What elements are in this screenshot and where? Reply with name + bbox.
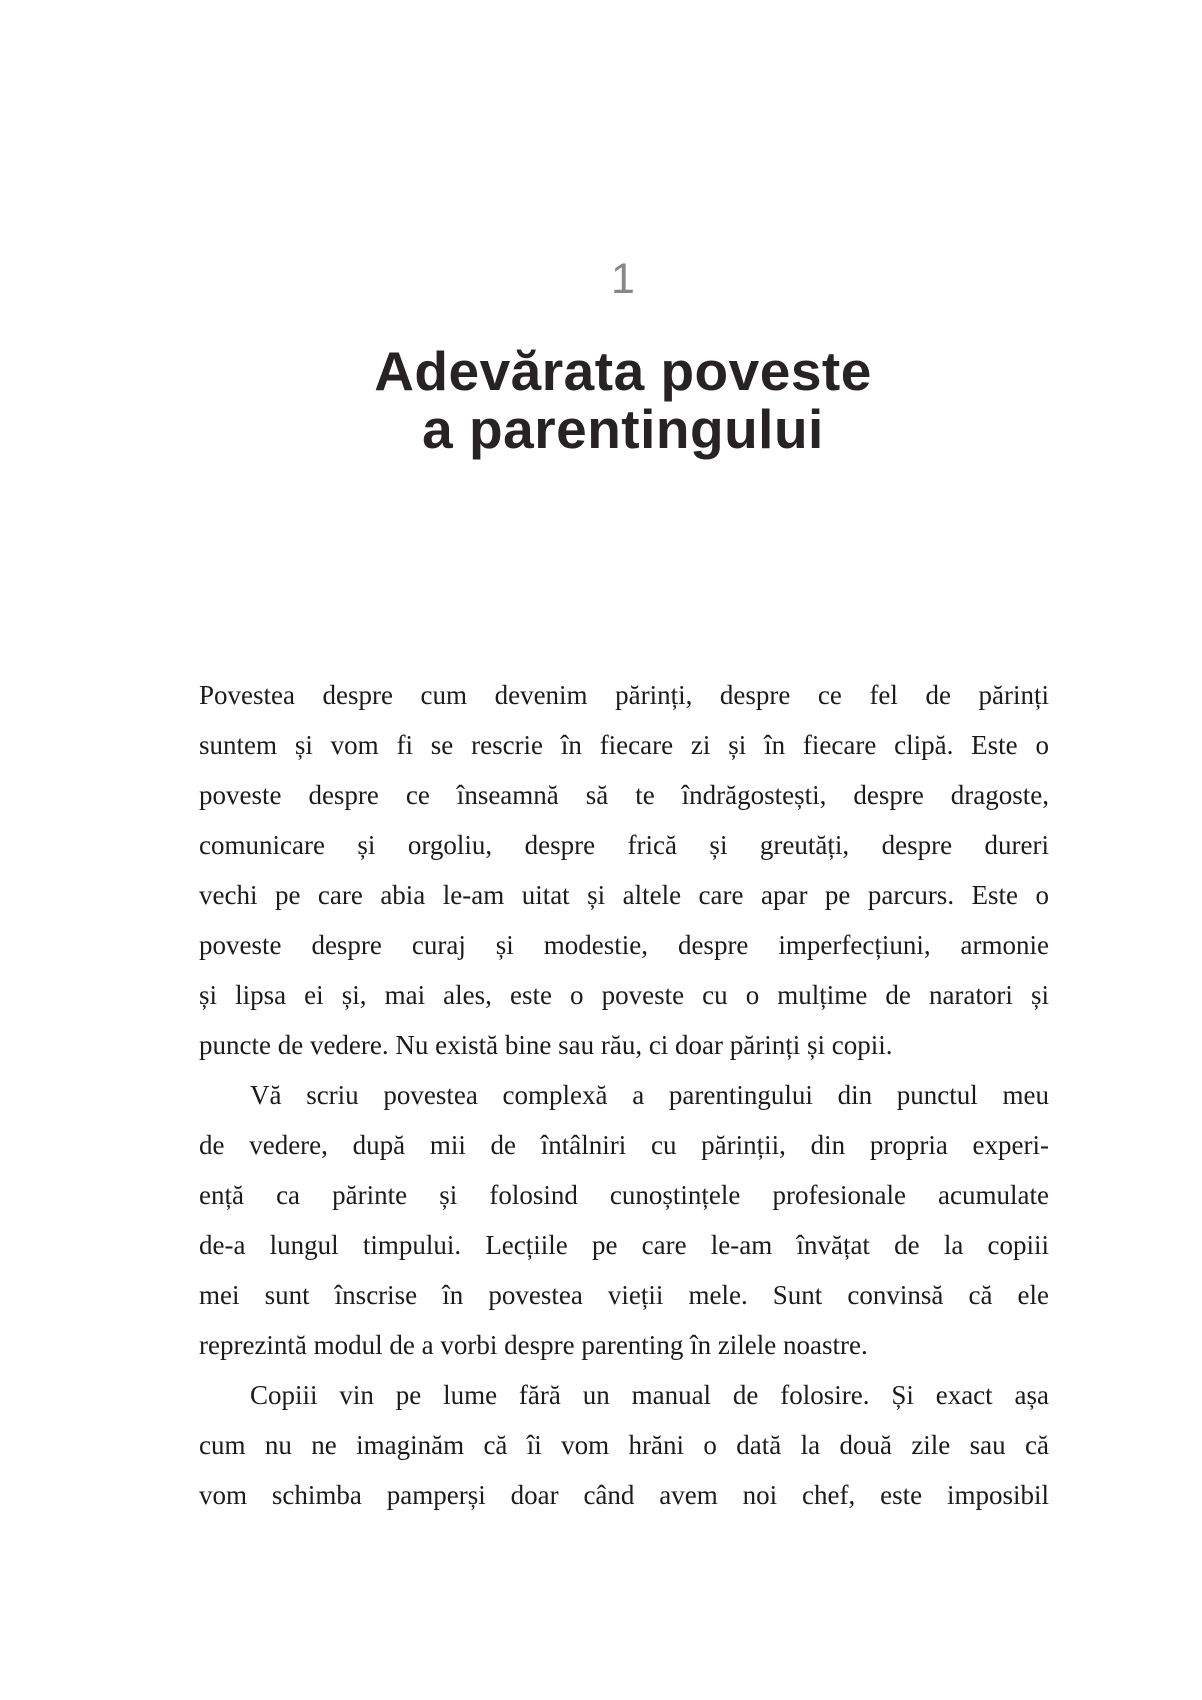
- text-line: și lipsa ei și, mai ales, este o poveste cu o mulțime de naratori și: [199, 980, 1049, 1010]
- text-line: poveste despre ce înseamnă să te îndrăgostești, despre dragoste,: [199, 780, 1049, 810]
- text-line: ență ca părinte și folosind cunoștințele profesionale acumulate: [199, 1180, 1049, 1210]
- text-line: comunicare și orgoliu, despre frică și greutăți, despre dureri: [199, 830, 1049, 860]
- paragraph: [199, 1070, 1049, 1370]
- chapter-number: 1: [611, 255, 635, 303]
- chapter-title-line-1: Adevărata poveste: [374, 340, 872, 402]
- text-line: Povestea despre cum devenim părinți, despre ce fel de părinți: [199, 680, 1049, 710]
- chapter-body: [199, 670, 1049, 1520]
- text-line: poveste despre curaj și modestie, despre imperfecțiuni, armonie: [199, 930, 1049, 960]
- paragraph: [199, 1370, 1049, 1520]
- chapter-title: [44, 342, 1202, 458]
- text-line: reprezintă modul de a vorbi despre parenting în zilele noastre.: [199, 1330, 868, 1360]
- text-line: de vedere, după mii de întâlniri cu părinții, din propria experi-: [199, 1130, 1049, 1160]
- paragraph: [199, 670, 1049, 1070]
- text-line: Vă scriu povestea complexă a parentingului din punctul meu: [250, 1080, 1049, 1110]
- text-line: puncte de vedere. Nu există bine sau rău, ci doar părinți și copii.: [199, 1030, 893, 1060]
- text-line: Copiii vin pe lume fără un manual de folosire. Și exact așa: [250, 1380, 1049, 1410]
- text-line: de-a lungul timpului. Lecțiile pe care le-am învățat de la copiii: [199, 1230, 1049, 1260]
- text-line: vechi pe care abia le-am uitat și altele care apar pe parcurs. Este o: [199, 880, 1049, 910]
- text-line: suntem și vom fi se rescrie în fiecare zi și în fiecare clipă. Este o: [199, 730, 1049, 760]
- text-line: vom schimba pamperși doar când avem noi chef, este imposibil: [199, 1480, 1049, 1510]
- text-line: cum nu ne imaginăm că îi vom hrăni o dată la două zile sau că: [199, 1430, 1049, 1460]
- chapter-title-line-2: a parentingului: [422, 398, 824, 460]
- text-line: mei sunt înscrise în povestea vieții mele. Sunt convinsă că ele: [199, 1280, 1049, 1310]
